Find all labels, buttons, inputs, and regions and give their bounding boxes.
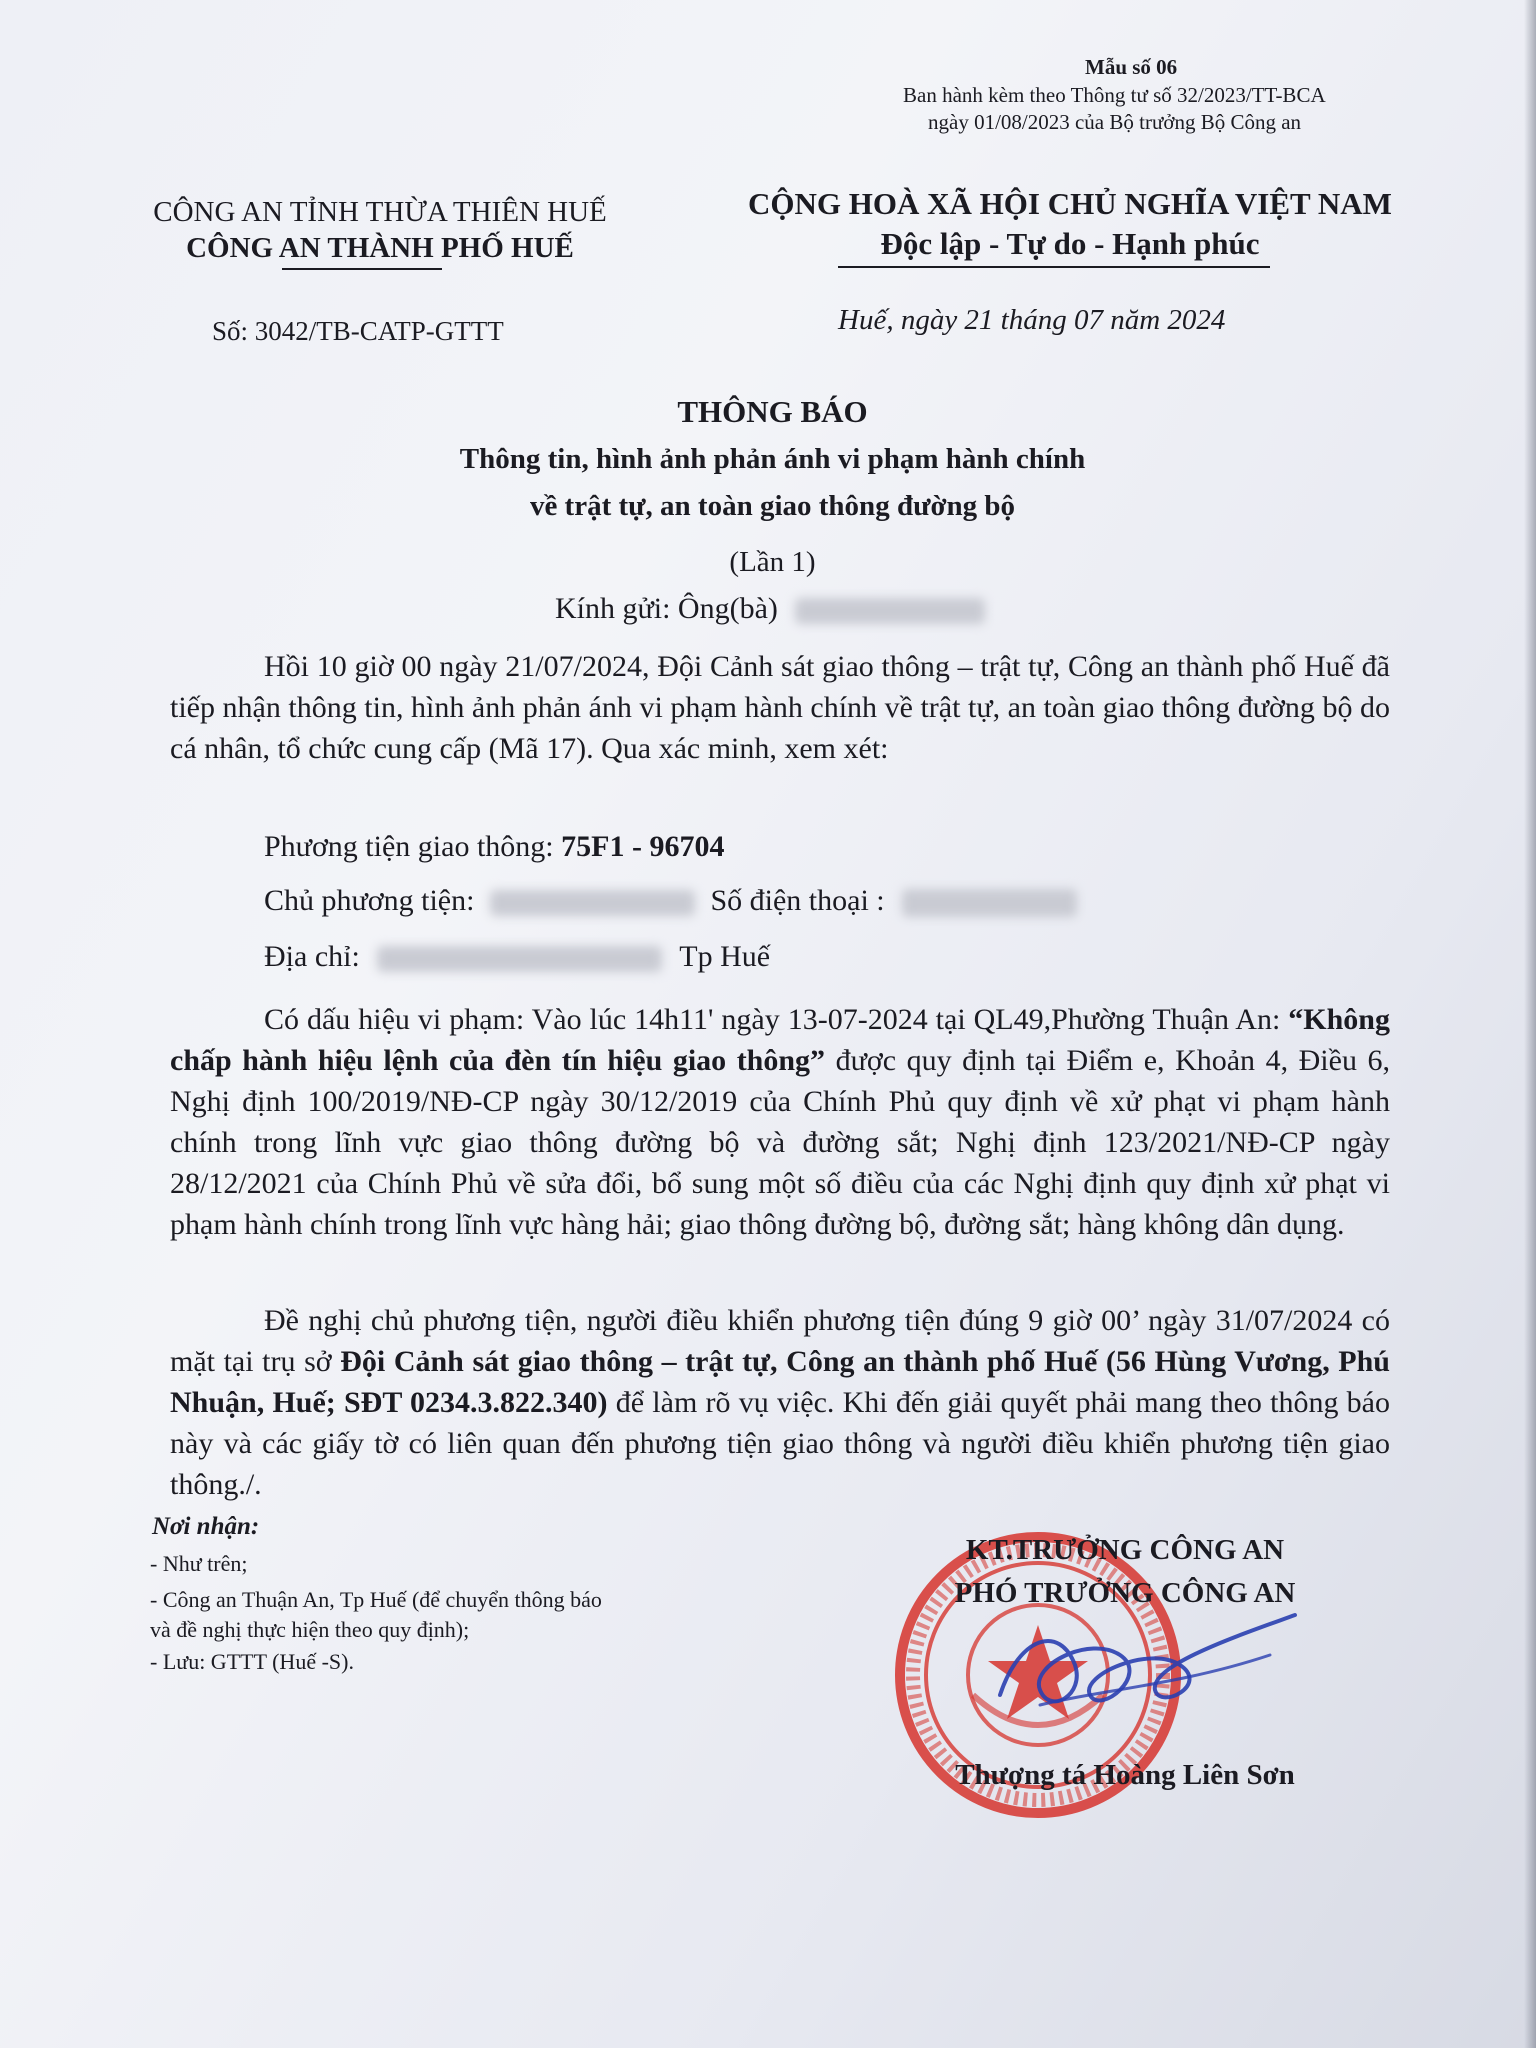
vehicle-label: Phương tiện giao thông: — [264, 830, 554, 863]
violation-paragraph — [170, 999, 1390, 1245]
signer-name: Thượng tá Hoàng Liên Sơn — [955, 1759, 1295, 1791]
document-number-label: Số: — [212, 316, 249, 346]
recipient-item-1: - Như trên; — [150, 1551, 248, 1576]
redacted-owner-name — [490, 890, 695, 916]
nation-title: CỘNG HOÀ XÃ HỘI CHỦ NGHĨA VIỆT NAM — [748, 186, 1392, 221]
document-number-value: 3042/TB-CATP-GTTT — [254, 316, 504, 346]
agency-name: CÔNG AN THÀNH PHỐ HUẾ — [186, 232, 574, 264]
violation-text-2: được quy định tại Điểm e, Khoản 4, Điều 6, Nghị định 100/2019/NĐ-CP ngày 30/12/2019 của Chính Phủ quy định về xử phạt vi phạm hành chính trong lĩnh vực giao thông đường bộ và đường sắt; Nghị định 123/2021/NĐ-CP ngày 28/12/2021 của Chính Phủ về sửa đổi, bổ sung một số điều của các Nghị định quy định xử phạt vi phạm hành chính trong lĩnh vực hàng hải; giao thông đường bộ, đường sắt; hàng không dân dụng. — [170, 1044, 1390, 1241]
redacted-recipient-name — [795, 598, 985, 624]
motto-underline — [838, 266, 1270, 268]
phone-label: Số điện thoại : — [710, 884, 885, 917]
address-line — [264, 940, 770, 974]
recipient-item-4: - Lưu: GTTT (Huế -S). — [150, 1649, 354, 1674]
request-paragraph — [170, 1300, 1390, 1505]
recipient-item-2: - Công an Thuận An, Tp Huế (để chuyển thông báo — [150, 1587, 602, 1612]
owner-label: Chủ phương tiện: — [264, 884, 475, 917]
notice-title: THÔNG BÁO — [677, 394, 868, 429]
agency-parent: CÔNG AN TỈNH THỪA THIÊN HUẾ — [153, 196, 607, 228]
greeting-text: Kính gửi: Ông(bà) — [555, 592, 778, 625]
notice-subtitle-1: Thông tin, hình ảnh phản ánh vi phạm hành chính — [459, 443, 1086, 475]
vehicle-line — [264, 830, 724, 864]
document-number — [212, 316, 504, 347]
form-code: Mẫu số 06 — [1085, 55, 1178, 79]
address-city: Tp Huế — [679, 940, 771, 973]
redacted-address — [377, 946, 662, 972]
greeting — [555, 592, 985, 626]
violation-offense: “Không chấp hành hiệu lệnh của đèn tín hiệu giao thông” — [170, 1003, 1390, 1077]
page-edge-shadow — [1524, 0, 1536, 2048]
signature-line-2: PHÓ TRƯỞNG CÔNG AN — [954, 1577, 1296, 1609]
handwritten-signature — [980, 1595, 1300, 1745]
vehicle-plate: 75F1 - 96704 — [561, 830, 725, 863]
owner-line — [264, 884, 1077, 918]
request-text-1: Đề nghị chủ phương tiện, người điều khiển phương tiện đúng 9 giờ 00’ ngày 31/07/2024 có mặt tại trụ sở — [170, 1304, 1390, 1378]
intro-text: Hồi 10 giờ 00 ngày 21/07/2024, Đội Cảnh sát giao thông – trật tự, Công an thành phố Huế đã tiếp nhận thông tin, hình ảnh phản ánh vi phạm hành chính về trật tự, an toàn giao thông đường bộ do cá nhân, tổ chức cung cấp (Mã 17). Qua xác minh, xem xét: — [170, 650, 1390, 765]
address-label: Địa chỉ: — [264, 940, 360, 973]
notice-round: (Lần 1) — [729, 546, 816, 578]
form-issued-line-1: Ban hành kèm theo Thông tư số 32/2023/TT-BCA — [903, 83, 1326, 107]
nation-motto: Độc lập - Tự do - Hạnh phúc — [880, 226, 1260, 261]
request-office: Đội Cảnh sát giao thông – trật tự, Công an thành phố Huế (56 Hùng Vương, Phú Nhuận, Huế; SĐT 0234.3.822.340) — [170, 1345, 1390, 1419]
violation-text-1: Có dấu hiệu vi phạm: Vào lúc 14h11' ngày 13-07-2024 tại QL49,Phường Thuận An: — [264, 1003, 1289, 1036]
place-date: Huế, ngày 21 tháng 07 năm 2024 — [838, 304, 1226, 336]
redacted-phone-number — [902, 889, 1077, 917]
request-text-2: để làm rõ vụ việc. Khi đến giải quyết phải mang theo thông báo này và các giấy tờ có liên quan đến phương tiện giao thông và người điều khiển phương tiện giao thông./. — [170, 1386, 1390, 1501]
intro-paragraph — [170, 646, 1390, 769]
notice-subtitle-2: về trật tự, an toàn giao thông đường bộ — [529, 490, 1016, 522]
form-issued-line-2: ngày 01/08/2023 của Bộ trưởng Bộ Công an — [928, 110, 1302, 134]
recipient-item-3: và đề nghị thực hiện theo quy định); — [150, 1617, 470, 1642]
agency-underline — [282, 268, 442, 270]
recipients-title: Nơi nhận: — [152, 1513, 260, 1540]
signature-line-1: KT.TRƯỞNG CÔNG AN — [965, 1534, 1285, 1566]
